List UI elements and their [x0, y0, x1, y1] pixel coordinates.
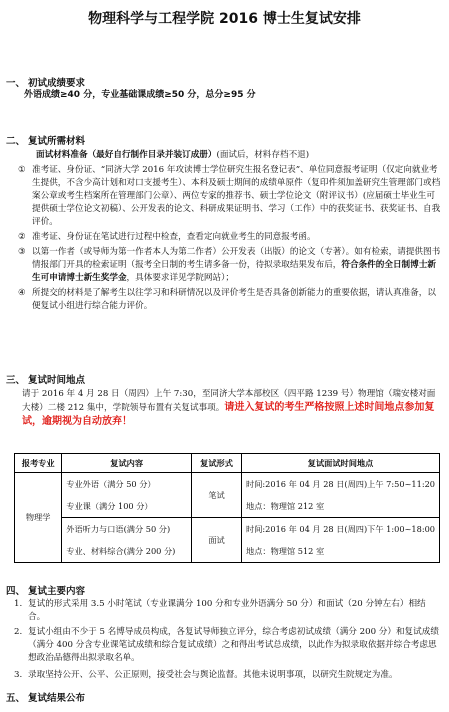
item-text: 准考证、身份证、“同济大学 2016 年攻读博士学位研究生报名登记表”、单位同意报考证明（仅定向就业考生提供，不含少高计划和对口支援考生）、本科及硕士期间的成绩单原件（复印件须加盖研究生管理部门或档案公章或考生档案所在管理部门公章）、两位专家的推荐书、硕士学位论文（附评议书）(应届硕士毕业生可提供硕士学位论文初稿）、公开发表的论文、科研成果证明书、学习（工作）中的获奖证书、获奖证书、自我评价。	[32, 165, 441, 227]
section-4-title: 复试主要内容	[28, 586, 86, 597]
schedule-intro-text: 请于 2016 年 4 月 28 日（周四）上午 7:30，至同济大学本部校区（四平路 1239 号）物理馆（瑞安楼对面大楼）二楼 212 集中，学院领导布置有关复试事项。	[22, 389, 436, 413]
content-list	[8, 598, 442, 682]
section-5-heading	[6, 690, 85, 704]
deadline-warning: 请进入复试的考生严格按照上述时间地点参加复试，逾期视为自动放弃！	[22, 402, 435, 427]
table-header: 报考专业	[15, 454, 62, 473]
materials-list	[12, 164, 442, 313]
time-place-cell	[242, 473, 440, 518]
item-marker: ④	[18, 288, 26, 298]
scholarship-note: 符合条件的全日制博士新生可申请博士新生奖学金	[32, 260, 436, 283]
item-marker: 1.	[14, 599, 23, 609]
item-text: 准考证、身份证在笔试进行过程中检查，查看定向就业考生的同意报考函。	[32, 232, 316, 242]
item-marker: 2.	[14, 627, 23, 637]
place-line: 地点：物理馆 212 室	[246, 501, 325, 511]
item-text: 所提交的材料是了解考生以往学习和科研情况以及评价考生是否具备创新能力的重要依据，请认真准备，以便复试小组进行综合能力评价。	[32, 288, 436, 311]
table-row	[15, 473, 440, 518]
schedule-intro	[22, 388, 442, 429]
table-header: 复试形式	[191, 454, 241, 473]
section-5-number: 五、	[6, 693, 26, 704]
page-title: 物理科学与工程学院 2016 博士生复试安排	[88, 11, 361, 27]
materials-item	[12, 246, 442, 285]
time-line: 时间:2016 年 04 月 28 日(周四)上午 7:50~11:20	[246, 479, 435, 489]
content-item	[8, 626, 442, 665]
materials-intro-bold: 面试材料准备（最好自行制作目录并装订成册）	[36, 150, 217, 160]
materials-intro	[36, 149, 441, 162]
table-row	[15, 518, 440, 563]
section-1-number: 一、	[6, 78, 26, 89]
form-cell: 面试	[191, 518, 241, 563]
time-place-cell	[242, 518, 440, 563]
materials-item	[12, 164, 442, 229]
item-text: 复试的形式采用 3.5 小时笔试（专业课满分 100 分和专业外语满分 50 分）和面试（20 分钟左右）相结合。	[28, 599, 426, 622]
content-item	[8, 598, 442, 624]
section-4-heading	[6, 583, 85, 597]
materials-item	[12, 231, 442, 244]
section-1-title: 初试成绩要求	[28, 78, 86, 89]
schedule-table	[14, 453, 440, 563]
section-2-heading	[6, 133, 85, 147]
section-3-heading	[6, 372, 85, 386]
section-2-number: 二、	[6, 136, 26, 147]
content-line: 外语听力与口语(满分 50 分)	[66, 524, 171, 534]
item-marker: ①	[18, 165, 26, 175]
table-header-row	[15, 454, 440, 473]
time-line: 时间:2016 年 04 月 28 日(周四)下午 1:00~18:00	[246, 524, 435, 534]
table-header: 复试面试时间地点	[242, 454, 440, 473]
item-marker: ②	[18, 232, 26, 242]
content-line: 专业、材料综合(满分 200 分)	[66, 546, 176, 556]
section-5-title: 复试结果公布	[28, 693, 86, 704]
table-header: 复试内容	[62, 454, 192, 473]
place-line: 地点：物理馆 512 室	[246, 546, 325, 556]
content-cell	[62, 518, 192, 563]
materials-intro-rest: (面试后，材料存档不退)	[216, 150, 310, 160]
item-text: 录取坚持公开、公平、公正原则，接受社会与舆论监督。其他未说明事项，以研究生院规定为准。	[28, 670, 398, 680]
section-2-title: 复试所需材料	[28, 136, 86, 147]
section-3-number: 三、	[6, 375, 26, 386]
item-marker: 3.	[14, 670, 23, 680]
form-cell: 笔试	[191, 473, 241, 518]
item-marker: ③	[18, 247, 26, 257]
content-line: 专业外语（满分 50 分）	[66, 479, 156, 489]
item-text-tail: ，具体要求详见学院网站）；	[126, 273, 234, 283]
section-4-number: 四、	[6, 586, 26, 597]
score-requirement: 外语成绩≥40 分，专业基础课成绩≥50 分，总分≥95 分	[24, 90, 256, 100]
content-item	[8, 669, 442, 682]
content-line: 专业课（满分 100 分）	[66, 501, 153, 511]
major-cell: 物理学	[15, 473, 62, 563]
content-cell	[62, 473, 192, 518]
materials-item	[12, 287, 442, 313]
section-1-heading	[6, 75, 85, 89]
section-3-title: 复试时间地点	[28, 375, 86, 386]
item-text: 以第一作者（或导师为第一作者本人为第二作者）公开发表（出版）的论文（专著）。如有检索，请提供图书情报部门开具的检索证明（报考全日制的考生请多备一份，待拟录取结果发布后，	[32, 247, 441, 270]
item-text: 复试小组由不少于 5 名博导成员构成，各复试导师独立评分，综合考虑初试成绩（满分 200 分）和复试成绩（满分 400 分含专业课笔试成绩和综合复试成绩）之和得出考试总成绩，以此作为拟录取依据并综合考虑思想政治品德得出拟录取名单。	[28, 627, 439, 663]
